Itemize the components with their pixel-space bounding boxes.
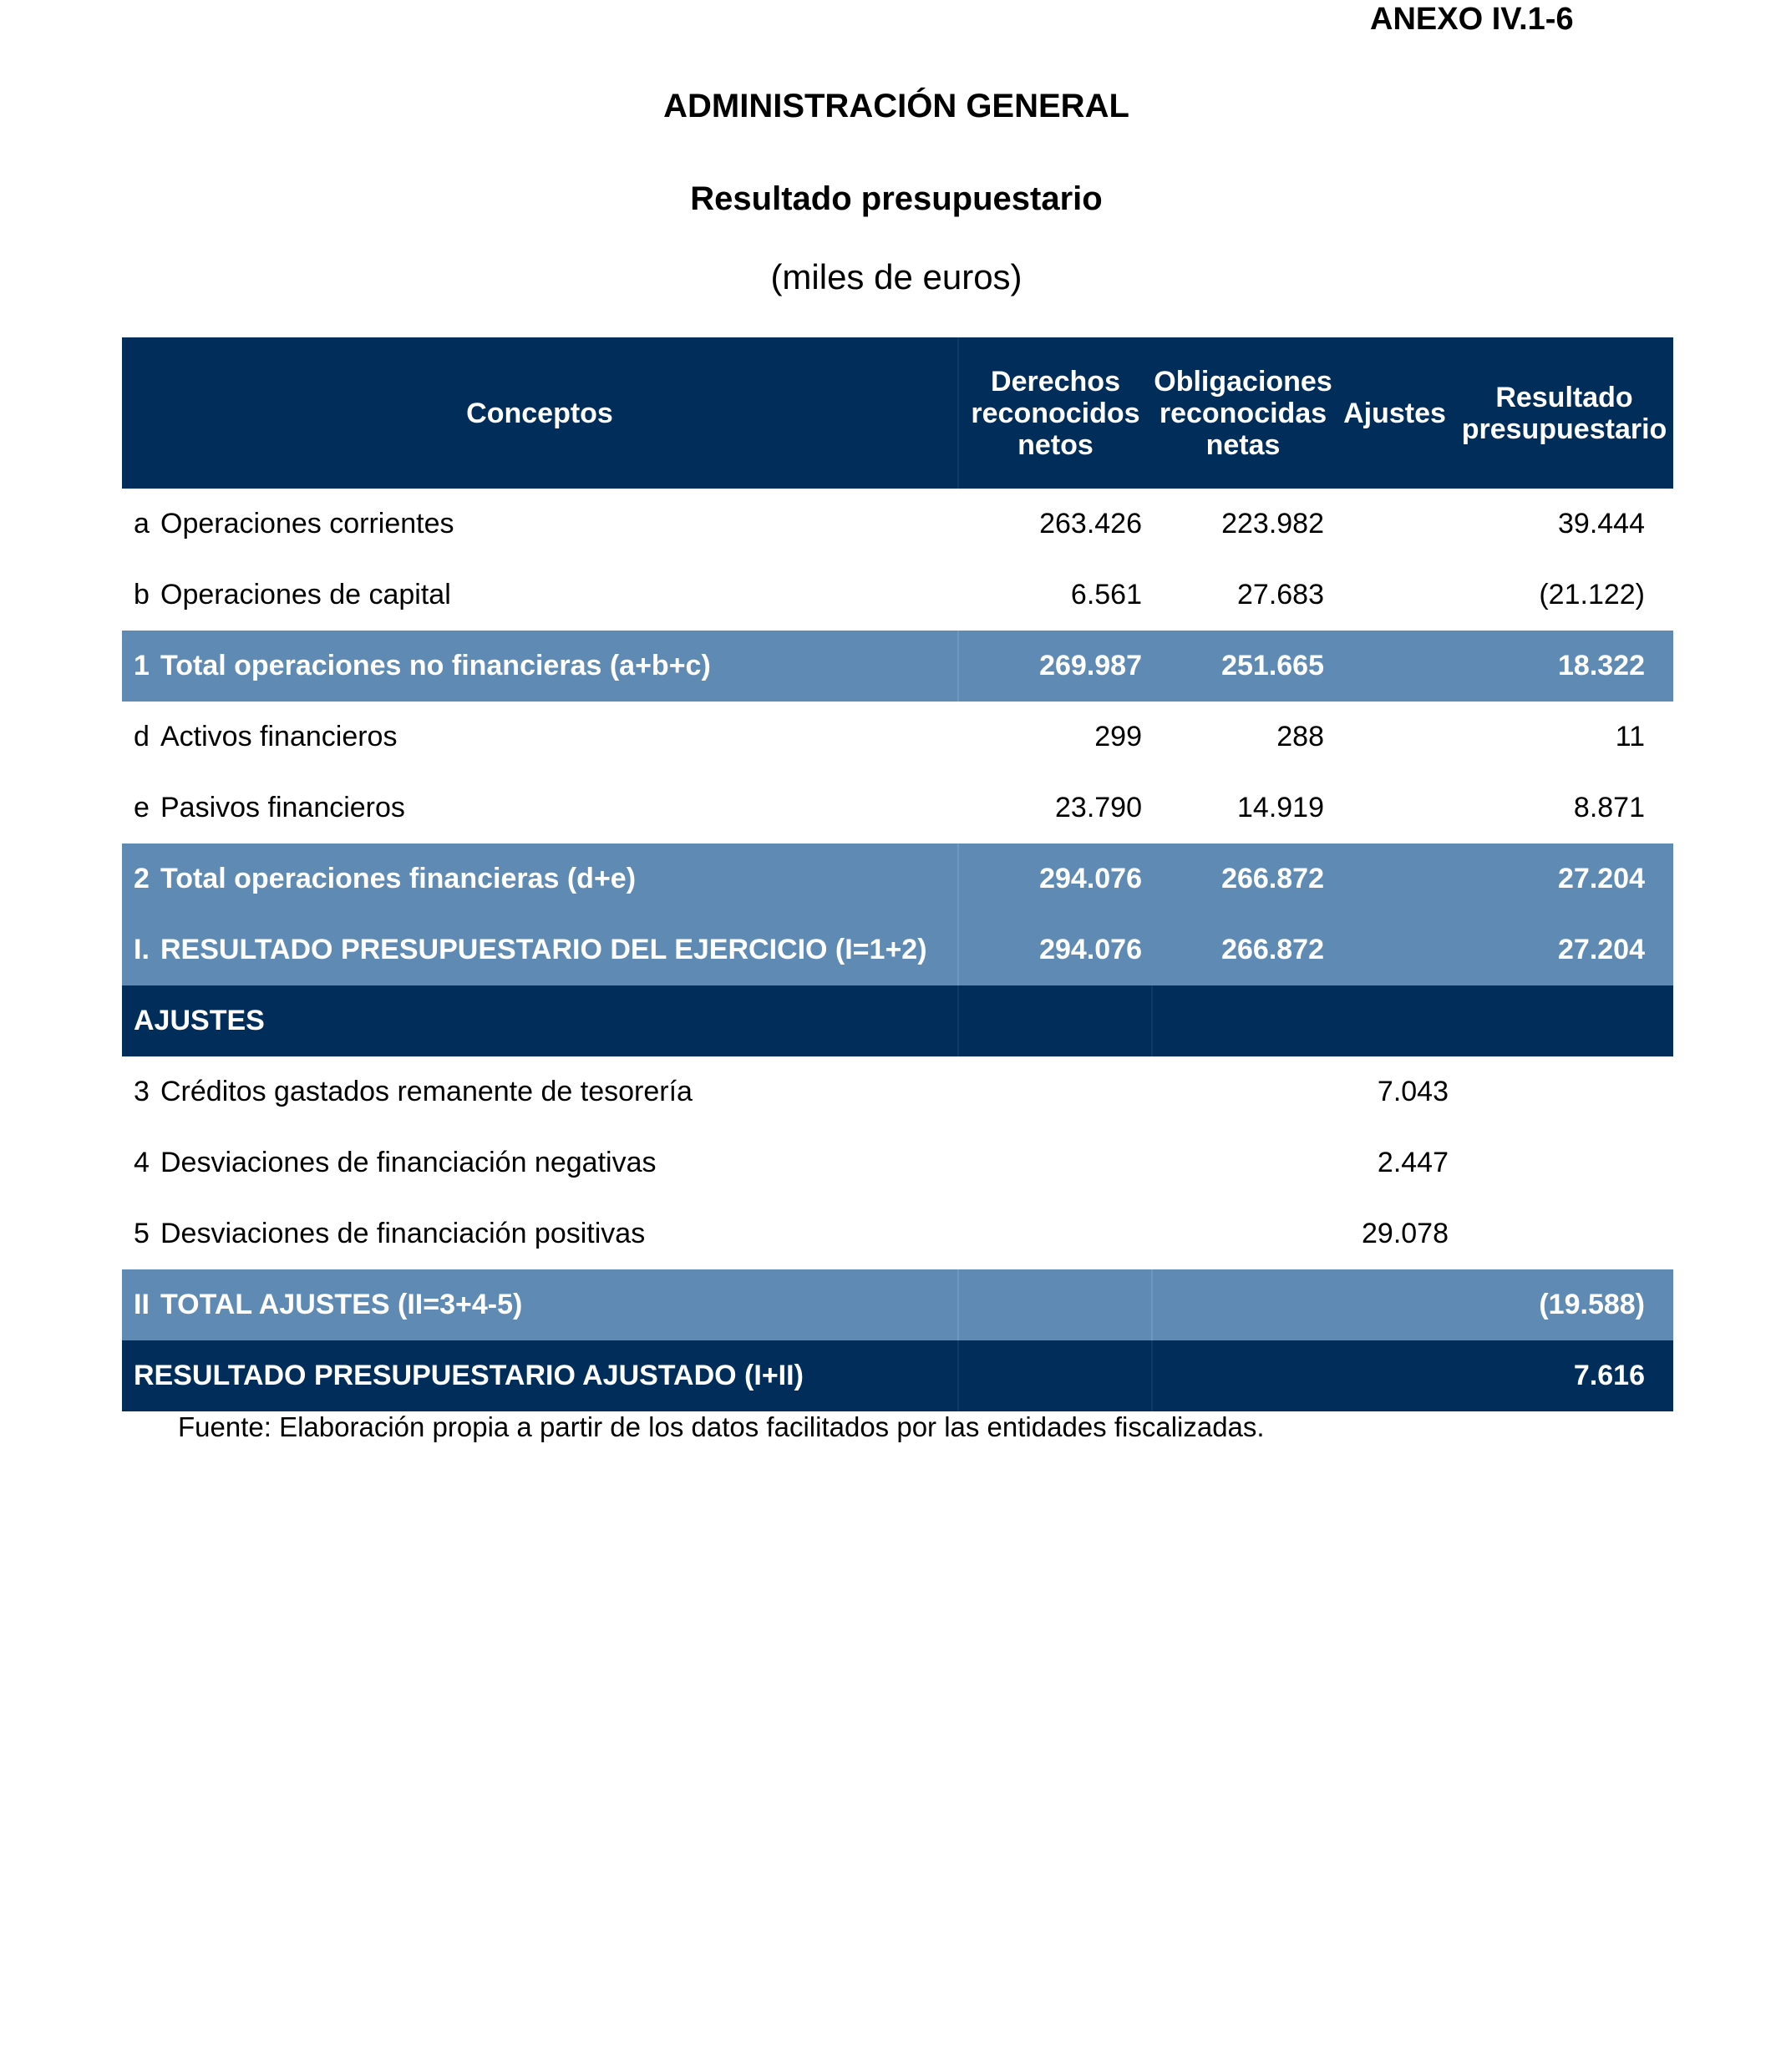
row-obligaciones: [1152, 1269, 1334, 1340]
row-resultado: 18.322: [1455, 631, 1673, 702]
section-title: AJUSTES: [122, 985, 958, 1056]
row-code: b: [134, 579, 150, 610]
row-obligaciones: [1152, 985, 1334, 1056]
row-resultado: 39.444: [1558, 508, 1645, 540]
table-row: [122, 1056, 1673, 1127]
header-ajustes: Ajustes: [1334, 337, 1455, 489]
row-derechos: 23.790: [1055, 792, 1142, 823]
row-code: 1: [122, 631, 160, 702]
header-derechos: Derechos reconocidos netos: [958, 337, 1152, 489]
row-code: e: [134, 792, 150, 823]
row-code: I.: [122, 914, 160, 985]
subtotal-row: [122, 631, 1673, 702]
row-ajustes: 2.447: [1377, 1147, 1449, 1178]
row-obligaciones: [1152, 1340, 1334, 1411]
row-code: 5: [134, 1218, 150, 1249]
row-concept: Total operaciones financieras (d+e): [160, 843, 958, 914]
row-derechos: 263.426: [1039, 508, 1142, 540]
row-ajustes: [1334, 843, 1455, 914]
row-derechos: [958, 985, 1152, 1056]
row-resultado: [1455, 985, 1673, 1056]
row-resultado: 27.204: [1455, 843, 1673, 914]
row-ajustes: [1334, 1340, 1455, 1411]
table-header-row: [122, 337, 1673, 489]
row-ajustes: [1334, 914, 1455, 985]
row-ajustes: 29.078: [1362, 1218, 1449, 1249]
row-derechos: 299: [1094, 721, 1142, 752]
row-ajustes: [1334, 1269, 1455, 1340]
row-code: 4: [134, 1147, 150, 1178]
row-code: 2: [122, 843, 160, 914]
row-obligaciones: 14.919: [1237, 792, 1324, 823]
row-concept: TOTAL AJUSTES (II=3+4-5): [160, 1269, 958, 1340]
row-ajustes: [1334, 702, 1455, 773]
row-obligaciones: [1152, 1127, 1334, 1198]
row-resultado: 7.616: [1455, 1340, 1673, 1411]
row-obligaciones: 27.683: [1237, 579, 1324, 610]
table-row: [122, 560, 1673, 631]
row-ajustes: [1334, 773, 1455, 843]
row-resultado: 27.204: [1455, 914, 1673, 985]
row-code: II: [122, 1269, 160, 1340]
row-resultado: [1455, 1198, 1673, 1269]
row-concept: Pasivos financieros: [160, 792, 405, 823]
row-concept: Operaciones corrientes: [160, 508, 454, 540]
row-derechos: [958, 1127, 1152, 1198]
header-obligaciones: Obligaciones reconocidas netas: [1152, 337, 1334, 489]
subtotal-row: [122, 843, 1673, 914]
row-ajustes: [1334, 489, 1455, 560]
row-derechos: [958, 1340, 1152, 1411]
page-title: ADMINISTRACIÓN GENERAL: [663, 88, 1129, 124]
row-concept: Total operaciones no financieras (a+b+c): [160, 631, 958, 702]
table-row: [122, 1198, 1673, 1269]
row-code: d: [134, 721, 150, 752]
row-resultado: 8.871: [1573, 792, 1645, 823]
row-obligaciones: [1152, 1198, 1334, 1269]
row-derechos: [958, 1056, 1152, 1127]
row-code: a: [134, 508, 150, 540]
row-resultado: (19.588): [1455, 1269, 1673, 1340]
row-resultado: [1455, 1127, 1673, 1198]
row-concept: RESULTADO PRESUPUESTARIO DEL EJERCICIO (I=1+2): [160, 914, 958, 985]
row-obligaciones: 251.665: [1152, 631, 1334, 702]
row-ajustes: 7.043: [1377, 1076, 1449, 1107]
row-derechos: 269.987: [958, 631, 1152, 702]
section-header-row: [122, 985, 1673, 1056]
row-ajustes: [1334, 560, 1455, 631]
row-concept: Operaciones de capital: [160, 579, 451, 610]
table-row: [122, 702, 1673, 773]
row-ajustes: [1334, 985, 1455, 1056]
header-conceptos: Conceptos: [122, 337, 958, 489]
row-derechos: [958, 1269, 1152, 1340]
row-derechos: 6.561: [1070, 579, 1142, 610]
row-concept: Créditos gastados remanente de tesorería: [160, 1076, 693, 1107]
row-ajustes: [1334, 631, 1455, 702]
subtotal-row: [122, 914, 1673, 985]
grand-total-row: [122, 1340, 1673, 1411]
row-obligaciones: 223.982: [1221, 508, 1324, 540]
row-obligaciones: 266.872: [1152, 843, 1334, 914]
row-obligaciones: [1152, 1056, 1334, 1127]
row-concept: Activos financieros: [160, 721, 398, 752]
budget-result-table: [122, 337, 1673, 1411]
row-derechos: 294.076: [958, 914, 1152, 985]
row-obligaciones: 288: [1276, 721, 1324, 752]
row-derechos: 294.076: [958, 843, 1152, 914]
row-resultado: (21.122): [1539, 579, 1645, 610]
table-row: [122, 489, 1673, 560]
row-derechos: [958, 1198, 1152, 1269]
row-resultado: 11: [1615, 721, 1645, 752]
header-resultado: Resultado presupuestario: [1455, 337, 1673, 489]
row-concept: Desviaciones de financiación positivas: [160, 1218, 646, 1249]
subtotal-row: [122, 1269, 1673, 1340]
row-concept: Desviaciones de financiación negativas: [160, 1147, 657, 1178]
page-subtitle: Resultado presupuestario: [690, 180, 1103, 217]
units-label: (miles de euros): [770, 257, 1022, 296]
table-row: [122, 1127, 1673, 1198]
annex-label: ANEXO IV.1-6: [1370, 2, 1574, 37]
row-obligaciones: 266.872: [1152, 914, 1334, 985]
row-code: 3: [134, 1076, 150, 1107]
row-concept: RESULTADO PRESUPUESTARIO AJUSTADO (I+II): [122, 1340, 958, 1411]
table-row: [122, 773, 1673, 843]
row-resultado: [1455, 1056, 1673, 1127]
source-note: Fuente: Elaboración propia a partir de los datos facilitados por las entidades fiscalizadas.: [178, 1411, 1265, 1442]
